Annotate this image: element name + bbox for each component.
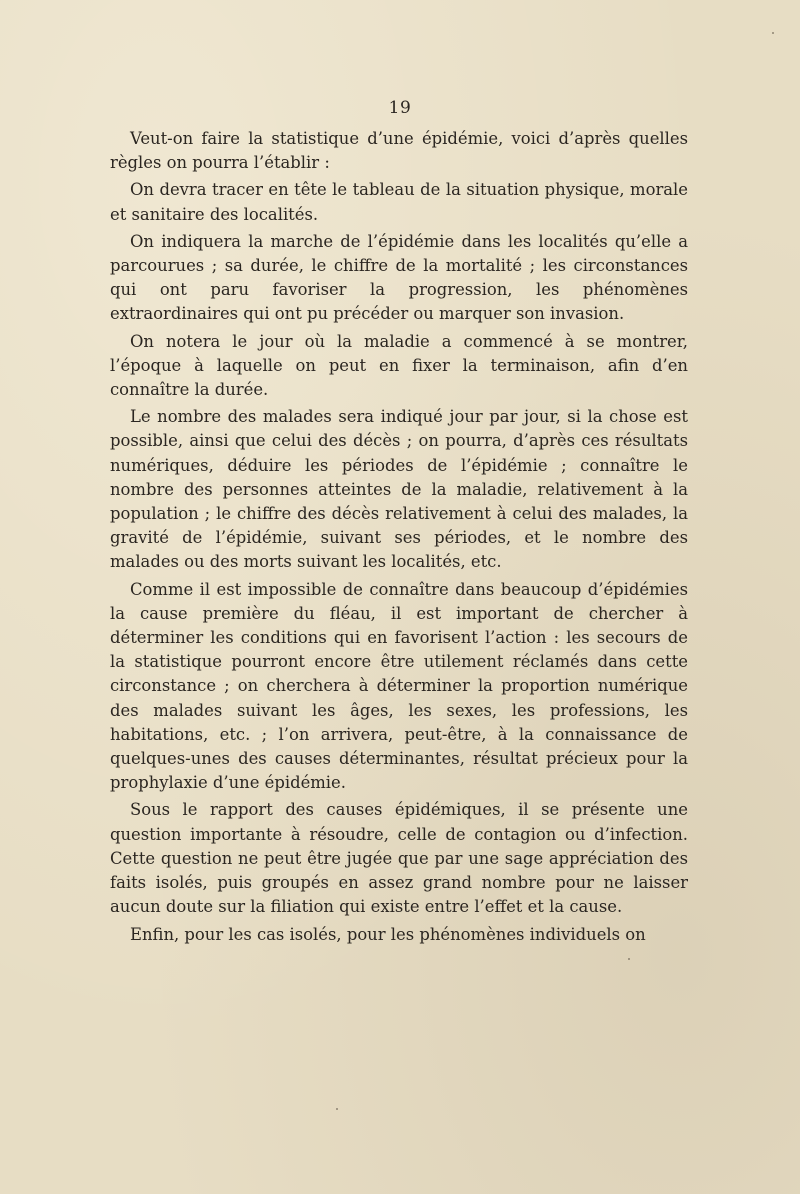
paragraph-3: On indiquera la marche de l’épidémie dans les localités qu’elle a parcourues ; sa durée, le chiffre de la mortalité ; les circonstances qui ont paru favoriser la progression, les phénomènes extraordinaires qui ont pu précéder ou marquer son invasion. — [110, 231, 688, 324]
paragraph-6: Comme il est impossible de connaître dans beaucoup d’épidémies la cause première du fléau, il est important de chercher à déterminer les conditions qui en favorisent l’action : les secours de la statistique pourront encore être utilement réclamés dans cette circonstance ; on cherchera à déterminer la proportion numérique des malades suivant les âges, les sexes, les professions, les habitations, etc. ; l’on arrivera, peut-être, à la connaissance de quelques-unes des causes déterminantes, résultat précieux pour la prophylaxie d’une épidémie. — [110, 579, 688, 793]
body-text — [110, 127, 688, 950]
paragraph-7: Sous le rapport des causes épidémiques, il se présente une question importante à résoudre, celle de contagion ou d’infection. Cette question ne peut être jugée que par une sage appréciation des faits isolés, puis groupés en assez grand nombre pour ne laisser aucun doute sur la filiation qui existe entre l’effet et la cause. — [110, 800, 688, 917]
paper-speck — [336, 1108, 338, 1110]
paragraph-1: Veut-on faire la statistique d’une épidémie, voici d’après quelles règles on pourra l’établir : — [110, 129, 688, 173]
paragraph-4: On notera le jour où la maladie a commencé à se montrer, l’époque à laquelle on peut en fixer la terminaison, afin d’en connaître la durée. — [110, 331, 688, 400]
paragraph-5: Le nombre des malades sera indiqué jour par jour, si la chose est possible, ainsi que celui des décès ; on pourra, d’après ces résultats numériques, déduire les périodes de l’épidémie ; connaître le nombre des personnes atteintes de la maladie, relativement à la population ; le chiffre des décès relativement à celui des malades, la gravité de l’épidémie, suivant ses périodes, et le nombre des malades ou des morts suivant les localités, etc. — [110, 407, 688, 572]
page-number: 19 — [388, 98, 412, 118]
paragraph-2: On devra tracer en tête le tableau de la situation physique, morale et sanitaire des localités. — [110, 180, 688, 224]
paper-speck — [628, 958, 630, 960]
paper-speck — [772, 32, 774, 34]
paragraph-8: Enfin, pour les cas isolés, pour les phénomènes individuels on — [130, 924, 646, 944]
